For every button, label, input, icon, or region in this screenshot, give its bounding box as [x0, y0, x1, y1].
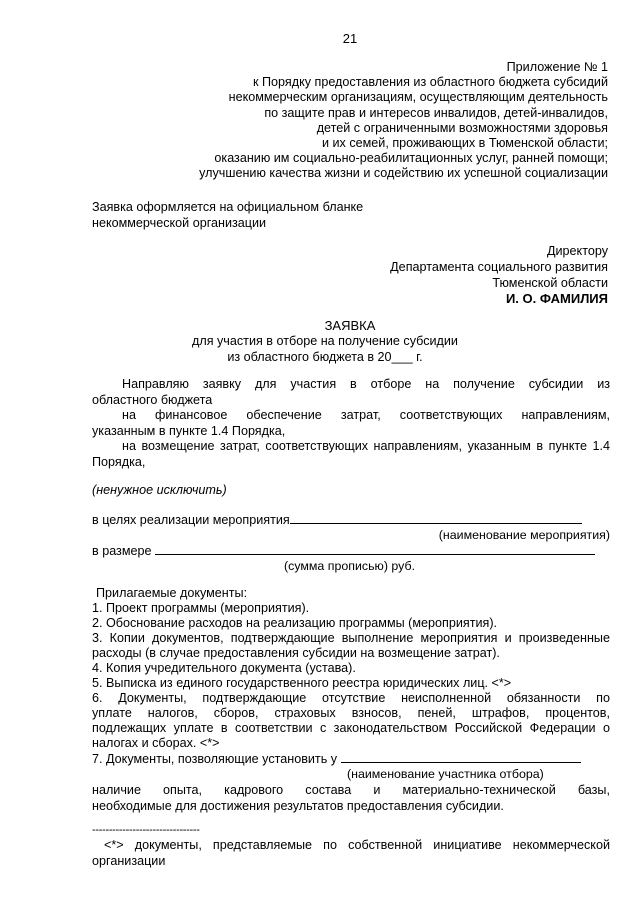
- documents-heading: Прилагаемые документы:: [96, 586, 248, 600]
- document-item-cont: наличие опыта, кадрового состава и материально-технической базы,: [92, 783, 610, 797]
- paragraph-request-cont: областного бюджета: [92, 393, 213, 407]
- appendix-line: некоммерческим организациям, осуществляющим деятельность: [228, 90, 608, 105]
- appendix-line: улучшению качества жизни и содействию их успешной социализации: [199, 166, 608, 181]
- document-item: 2. Обоснование расходов на реализацию программы (мероприятия).: [92, 616, 498, 630]
- document-item: 3. Копии документов, подтверждающие выполнение мероприятия и произведенные: [92, 631, 610, 645]
- document-item: 5. Выписка из единого государственного реестра юридических лиц. <*>: [92, 676, 512, 690]
- recipient-block: [390, 244, 608, 307]
- appendix-header: [199, 60, 608, 182]
- appendix-line: к Порядку предоставления из областного бюджета субсидий: [252, 75, 608, 90]
- document-subtitle: [0, 334, 640, 365]
- document-item: [92, 751, 581, 766]
- document-item-cont: подлежащих уплате в соответствии с законодательством Российской Федерации о: [92, 721, 610, 735]
- subtitle-line: для участия в отборе на получение субсидии: [192, 334, 458, 348]
- document-item: 4. Копия учредительного документа (устава).: [92, 661, 356, 675]
- option-reimbursement: на возмещение затрат, соответствующих направлениям, указанным в пункте 1.4: [122, 439, 610, 453]
- footnote-separator: --------------------------------: [92, 824, 200, 836]
- amount-label: в размере: [92, 544, 152, 558]
- appendix-line: детей с ограниченными возможностями здоровья: [316, 120, 608, 135]
- recipient-region: Тюменской области: [492, 275, 608, 290]
- blank-note-line: некоммерческой организации: [92, 216, 267, 230]
- footnote-text: <*> документы, представляемые по собственной инициативе некоммерческой: [104, 838, 610, 852]
- amount-input-line[interactable]: [155, 543, 595, 555]
- purpose-field: [92, 512, 582, 527]
- purpose-input-line[interactable]: [290, 512, 582, 524]
- recipient-name: И. О. ФАМИЛИЯ: [505, 291, 608, 307]
- participant-caption: (наименование участника отбора): [347, 767, 544, 781]
- appendix-line: и их семей, проживающих в Тюменской области;: [321, 136, 608, 151]
- appendix-line: оказанию им социально-реабилитационных услуг, ранней помощи;: [214, 151, 608, 166]
- purpose-caption: (наименование мероприятия): [438, 528, 610, 542]
- subtitle-line: из областного бюджета в 20___ г.: [227, 349, 423, 364]
- option-financing: на финансовое обеспечение затрат, соответствующих направлениям,: [122, 408, 610, 422]
- document-item-cont: налогах и сборах. <*>: [92, 736, 220, 750]
- blank-note-line: Заявка оформляется на официальном бланке: [92, 200, 364, 214]
- document-item: 1. Проект программы (мероприятия).: [92, 601, 310, 615]
- participant-input-line[interactable]: [341, 751, 581, 763]
- recipient-title: Директору: [546, 244, 608, 258]
- amount-caption: (сумма прописью) руб.: [284, 559, 416, 573]
- appendix-line: по защите прав и интересов инвалидов, детей-инвалидов,: [264, 105, 608, 120]
- option-financing-cont: указанным в пункте 1.4 Порядка,: [92, 424, 286, 438]
- paragraph-request: Направляю заявку для участия в отборе на получение субсидии из: [122, 377, 610, 391]
- document-item-cont: уплате налогов, сборов, страховых взносов, пеней, штрафов, процентов,: [92, 706, 610, 720]
- document-item: 6. Документы, подтверждающие отсутствие неисполненной обязанности по: [92, 691, 610, 705]
- option-reimbursement-cont: Порядка,: [92, 455, 146, 469]
- exclude-note: (ненужное исключить): [92, 483, 227, 497]
- footnote-text-cont: организации: [92, 854, 166, 868]
- document-item-cont: расходы (в случае предоставления субсидии на возмещение затрат).: [92, 646, 500, 660]
- document-title: ЗАЯВКА: [324, 318, 376, 333]
- page-number: 21: [342, 31, 358, 46]
- participant-label: 7. Документы, позволяющие установить у: [92, 752, 338, 766]
- appendix-line: Приложение № 1: [506, 60, 608, 74]
- amount-field: [92, 543, 595, 558]
- purpose-label: в целях реализации мероприятия: [92, 513, 290, 527]
- recipient-department: Департамента социального развития: [390, 259, 608, 274]
- document-item-cont: необходимые для достижения результатов предоставления субсидии.: [92, 799, 504, 813]
